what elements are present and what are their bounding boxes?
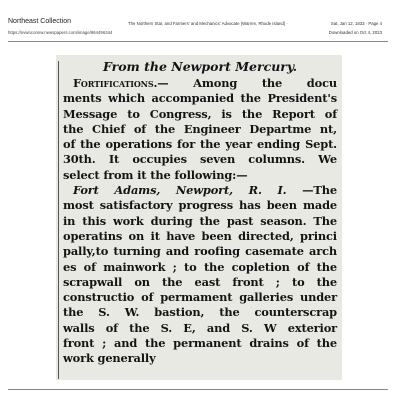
article-line: the S. W. bastion, the counterscrap [63,305,337,320]
article-line: most satisfactory progress has been made [63,198,337,213]
publication-title: The Northern Star, and Farmers' and Mechanics' Advocate (Warren, Rhode Island) · [128,21,288,26]
newspaper-clipping [56,55,342,380]
article-line: walls of the S. E, and S. W exterior [63,320,337,335]
article-line: of the operations for the year ending Sept. [63,137,337,152]
article-line: operatins on it have been directed, princi [63,228,337,243]
article-line: es of mainwork ; to the copletion of the [63,259,337,274]
footer-divider [8,389,388,390]
article-line: in this work during the past season. The [63,213,337,228]
article-line: Fort Adams, Newport, R. I. —The [73,183,337,198]
collection-title: Northeast Collection [8,18,72,25]
article-line: pally,to turning and roofing casemate arch [63,244,337,259]
article-line: work generally [63,351,156,366]
publication-date: Sat, Jan 12, 1833 · Page 4 [330,21,382,26]
article-line: the Chief of the Engineer Departme nt, [63,121,337,136]
clipping-heading: From the Newport Mercury. [102,59,298,74]
source-url-link[interactable]: https://nvwnconnw.newspapers.com/image/964496344 [8,30,113,35]
article-line: 30th. It occupies seven columns. We [63,152,337,167]
article-line: Message to Congress, is the Report of [63,106,337,121]
article-line: constructio of permament galleries under [63,290,337,305]
article-line: front ; and the permanent drains of the [63,336,337,351]
column-rule [58,61,59,379]
article-line: scrapwall on the east front ; to the [63,274,337,289]
article-line: select from it the following:— [63,167,248,182]
article-line: Fortifications.— Among the docu [73,76,337,90]
section-lead: Fort Adams, Newport, R. I. [73,183,287,198]
download-date: Downloaded on Oct 4, 2023 [328,30,382,35]
header-divider [8,41,388,42]
article-line: ments which accompanied the President's [63,91,337,106]
section-lead: Fortifications. [73,76,158,90]
